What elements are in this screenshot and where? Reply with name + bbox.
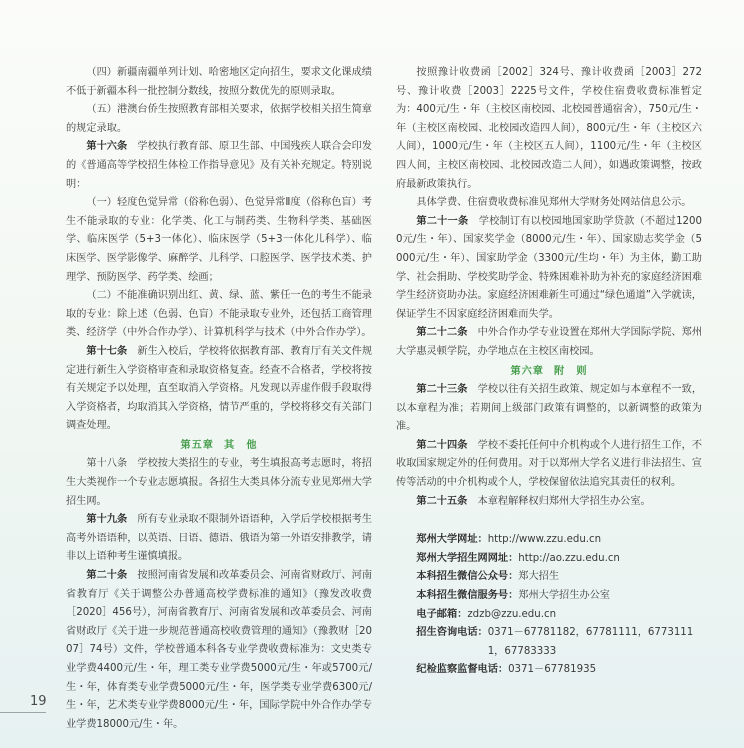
chapter-heading: 第六章 附 则 xyxy=(510,365,588,377)
contact-website xyxy=(396,531,702,550)
article-25: 第二十五条 本章程解释权归郑州大学招生办公室。 xyxy=(416,495,651,507)
contact-list xyxy=(396,531,702,680)
right-column xyxy=(396,64,702,680)
contact-value: 0371－67781935 xyxy=(508,664,597,676)
article-label: 第二十一条 xyxy=(416,215,469,227)
contact-label: 本科招生微信服务号： xyxy=(416,590,519,602)
article-label: 第二十三条 xyxy=(416,384,468,396)
article-18: 第十八条 学校按大类招生的专业，考生填报高考志愿时，将招生大类视作一个专业志愿填报。各招生大类具体分流专业见郑州大学招生网。 xyxy=(66,458,372,507)
contact-label: 郑州大学网址： xyxy=(416,534,488,546)
contact-phone xyxy=(396,624,702,661)
paragraph: （四）新疆南疆单列计划、哈密地区定向招生，要求文化课成绩不低于新疆本科一批控制分数线，按照分数优先的原则录取。 xyxy=(66,67,372,97)
paragraph: （二）不能准确识别出红、黄、绿、蓝、紫任一色的考生不能录取的专业：除上述（色弱、色盲）不能录取专业外，还包括工商管理类、经济学（中外合作办学）、计算机科学与技术（中外合作办学）。 xyxy=(66,290,372,339)
website-link[interactable]: http://www.zzu.edu.cn xyxy=(487,534,602,546)
contact-label: 电子邮箱： xyxy=(416,608,468,620)
paragraph: 具体学费、住宿费收费标准见郑州大学财务处网站信息公示。 xyxy=(416,197,692,209)
article-label: 第十七条 xyxy=(86,345,128,357)
contact-admission-site xyxy=(396,550,702,569)
contact-value: 郑大招生 xyxy=(518,571,560,583)
contact-wechat-public xyxy=(396,568,702,587)
contact-supervision-phone xyxy=(396,661,702,680)
paragraph: （一）轻度色觉异常（俗称色弱）、色觉异常Ⅱ度（俗称色盲）考生不能录取的专业：化学类、化工与制药类、生物科学类、基础医学、临床医学（5+3一体化）、临床医学（5+3一体化儿科学）、临床医学、医学影像学、麻醉学、儿科学、口腔医学、医学技术类、护理学、预防医学、药学类、绘画； xyxy=(66,197,372,283)
contact-label: 纪检监察监督电话： xyxy=(416,664,509,676)
article-17: 第十七条 新生入校后，学校将依据教育部、教育厅有关文件规定进行新生入学资格审查和录取资格复查。经查不合格者，学校将按有关规定予以处理，直至取消入学资格。凡发现以弄虚作假手段取得入学资格者，均取消其入学资格，情节严重的，学校将移交有关部门调查处理。 xyxy=(66,345,373,432)
contact-label: 招生咨询电话： xyxy=(416,627,488,639)
article-20: 第二十条 按照河南省发展和改革委员会、河南省财政厅、河南省教育厅《关于调整公办普通高校学费标准的通知》（豫发改收费［2020］456号），河南省教育厅、河南省发展和改革委员会、河南省财政厅《关于进一步规范普通高校收费管理的通知》（豫教财［2007］74号）文件，学校普通本科各专业学费收费标准为：文史类专业学费4400元/生・年，理工类专业学费5000元/生・年或5700元/生・年，体育类专业学费5000元/生・年，医学类专业学费6300元/生・年，艺术类专业学费8000元/生・年，国际学院中外合作办学专业学费18000元/生・年。 xyxy=(66,570,373,730)
article-16: 第十六条 学校执行教育部、原卫生部、中国残疾人联合会印发的《普通高等学校招生体检工作指导意见》及有关补充规定。特别说明： xyxy=(66,141,373,190)
article-label: 第二十五条 xyxy=(416,495,468,507)
contact-value: 郑州大学招生办公室 xyxy=(518,590,610,602)
page-number-rule xyxy=(0,712,46,713)
article-23: 第二十三条 学校以往有关招生政策、规定如与本章程不一致，以本章程为准；若期间上级部门政策有调整的，以新调整的政策为准。 xyxy=(396,384,703,433)
contact-value: 0371－67781182，67781111，67731111，67783333 xyxy=(487,627,694,657)
article-label: 第二十二条 xyxy=(416,327,468,339)
paragraph: （五）港澳台侨生按照教育部相关要求，依据学校相关招生简章的规定录取。 xyxy=(66,104,372,134)
article-22: 第二十二条 中外合作办学专业设置在郑州大学国际学院、郑州大学惠灵顿学院，办学地点在主校区南校园。 xyxy=(396,327,703,357)
article-label: 第二十条 xyxy=(86,570,128,582)
article-label: 第十九条 xyxy=(86,514,128,526)
chapter-heading: 第五章 其 他 xyxy=(180,439,258,451)
paragraph: 按照豫计收费函［2002］324号、豫计收费函［2003］272号、豫计收费［2003］2225号文件，学校住宿费收费标准暂定为：400元/生・年（主校区南校园、北校园普通宿舍），750元/生・年（主校区南校园、北校园改造四人间），800元/生・年（主校区六人间），1000元/生・年（主校区五人间），1100元/生・年（主校区四人间，主校区南校园、北校园改造二人间），如遇政策调整，按政府最新政策执行。 xyxy=(396,67,702,190)
article-21: 第二十一条 学校制订有以校园地国家助学贷款（不超过12000元/生・年）、国家奖学金（8000元/生・年）、国家励志奖学金（5000元/生・年）、国家助学金（3300元/生均・年）为主体，勤工助学、社会捐助、学校奖助学金、特殊困难补助为补充的家庭经济困难学生经济资助办法。家庭经济困难新生可通过“绿色通道”入学就读，保证学生不因家庭经济困难而失学。 xyxy=(396,215,702,320)
contact-label: 本科招生微信公众号： xyxy=(416,571,519,583)
admission-site-link[interactable]: http://ao.zzu.edu.cn xyxy=(518,552,620,564)
email-link[interactable]: zdzb@zzu.edu.cn xyxy=(467,608,557,620)
article-label: 第二十四条 xyxy=(416,439,468,451)
contact-wechat-service xyxy=(396,587,702,606)
page-number: 19 xyxy=(30,694,47,709)
contact-email xyxy=(396,606,702,625)
article-24: 第二十四条 学校不委托任何中介机构或个人进行招生工作，不收取国家规定外的任何费用。对于以郑州大学名义进行非法招生、宣传等活动的中介机构或个人，学校保留依法追究其责任的权利。 xyxy=(396,439,703,489)
article-label: 第十六条 xyxy=(86,141,128,153)
contact-label: 郑州大学招生网网址： xyxy=(416,552,519,564)
article-19: 第十九条 所有专业录取不限制外语语种，入学后学校根据考生高考外语语种，以英语、日语、德语、俄语为第一外语安排教学，请非以上语种考生谨慎填报。 xyxy=(66,514,373,563)
left-column xyxy=(66,64,372,734)
